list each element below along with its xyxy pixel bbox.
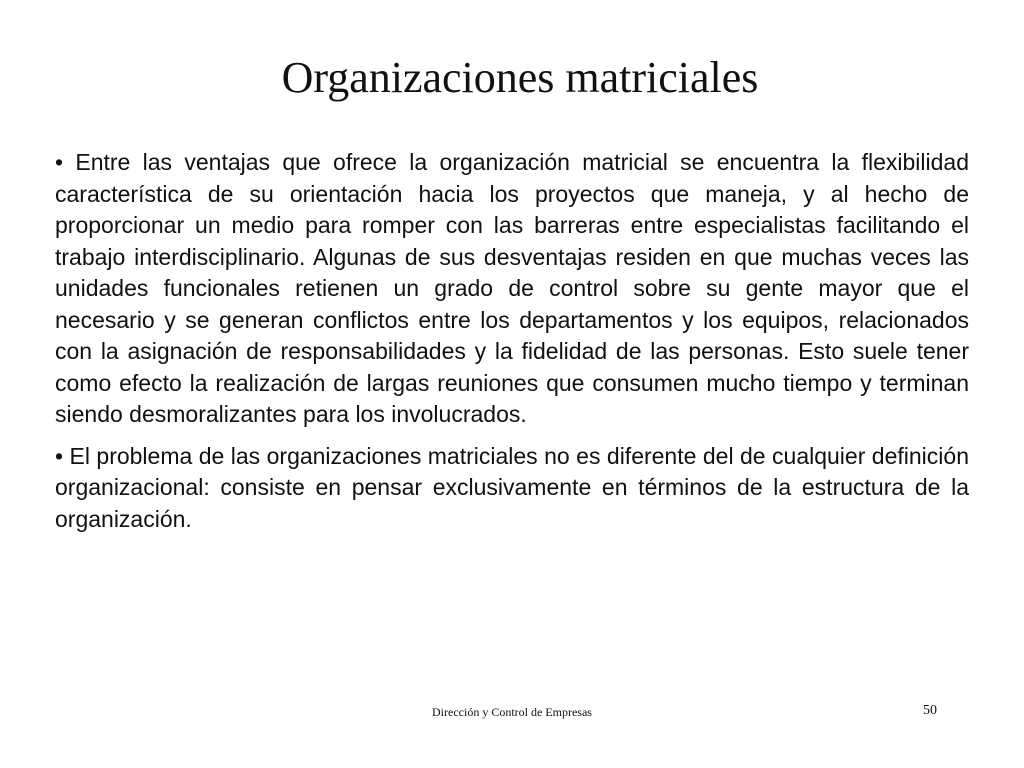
footer-text	[0, 704, 1024, 720]
slide-title: Organizaciones matriciales	[281, 53, 759, 102]
footer-label: Dirección y Control de Empresas	[432, 705, 592, 719]
bullet-paragraph-1: • Entre las ventajas que ofrece la organización matricial se encuentra la flexibilidad característica de su orientación hacia los proyectos que maneja, y al hecho de proporcionar un medio para romper con las barreras entre especialistas facilitando el trabajo interdisciplinario. Algunas de sus desventajas residen en que muchas veces las unidades funcionales retienen un grado de control sobre su gente mayor que el necesario y se generan conflictos entre los departamentos y los equipos, relacionados con la asignación de responsabilidades y la fidelidad de las personas. Esto suele tener como efecto la realización de largas reuniones que consumen mucho tiempo y terminan siendo desmoralizantes para los involucrados.	[55, 149, 969, 427]
bullet-paragraph-2: • El problema de las organizaciones matriciales no es diferente del de cualquier definición organizacional: consiste en pensar exclusivamente en términos de la estructura de la organización.	[55, 442, 969, 532]
page-number: 50	[923, 703, 937, 718]
slide-body	[55, 147, 969, 545]
